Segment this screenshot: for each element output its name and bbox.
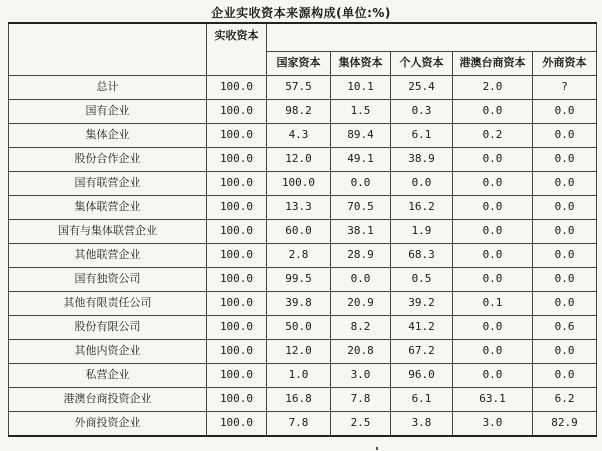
table-cell: 96.0 <box>391 363 453 387</box>
table-cell: 0.0 <box>533 267 597 291</box>
table-cell: 50.0 <box>267 315 331 339</box>
table-cell: 100.0 <box>267 171 331 195</box>
table-cell: 0.0 <box>453 99 533 123</box>
table-cell: 0.0 <box>453 315 533 339</box>
table-cell: 1.0 <box>267 363 331 387</box>
table-row <box>9 339 597 363</box>
table-cell: 41.2 <box>391 315 453 339</box>
row-label: 国有联营企业 <box>9 171 207 195</box>
row-label: 其他联营企业 <box>9 243 207 267</box>
table-cell: 0.3 <box>391 99 453 123</box>
row-label: 总计 <box>9 75 207 99</box>
table-cell: 100.0 <box>207 243 267 267</box>
header-col-0: 国家资本 <box>267 51 331 75</box>
table-cell: 57.5 <box>267 75 331 99</box>
table-row <box>9 75 597 99</box>
table-cell: 12.0 <box>267 147 331 171</box>
table-cell: 100.0 <box>207 195 267 219</box>
header-col-2: 个人资本 <box>391 51 453 75</box>
table-cell: 16.2 <box>391 195 453 219</box>
table-row <box>9 387 597 411</box>
table-cell: 0.0 <box>453 267 533 291</box>
table-cell: 0.2 <box>453 123 533 147</box>
table-cell: 0.0 <box>453 147 533 171</box>
table-cell: 38.1 <box>331 219 391 243</box>
row-label: 私营企业 <box>9 363 207 387</box>
table-row <box>9 291 597 315</box>
row-label: 港澳台商投资企业 <box>9 387 207 411</box>
row-label: 集体企业 <box>9 123 207 147</box>
table-cell: 99.5 <box>267 267 331 291</box>
table-row <box>9 171 597 195</box>
table-row <box>9 411 597 436</box>
table-cell: 28.9 <box>331 243 391 267</box>
table-cell: 0.0 <box>533 195 597 219</box>
table-cell: 100.0 <box>207 99 267 123</box>
table-cell: 100.0 <box>207 411 267 436</box>
table-cell: 8.2 <box>331 315 391 339</box>
table-cell: 100.0 <box>207 339 267 363</box>
table-cell: 0.0 <box>533 99 597 123</box>
table-cell: 100.0 <box>207 123 267 147</box>
table-cell: 2.5 <box>331 411 391 436</box>
table-cell: 7.8 <box>267 411 331 436</box>
table-row <box>9 195 597 219</box>
capital-composition-table <box>8 22 597 437</box>
table-row <box>9 363 597 387</box>
table-cell: 0.0 <box>453 243 533 267</box>
table-cell: 63.1 <box>453 387 533 411</box>
table-cell: 70.5 <box>331 195 391 219</box>
table-cell: 2.8 <box>267 243 331 267</box>
table-cell: 0.0 <box>453 363 533 387</box>
table-cell: 1.9 <box>391 219 453 243</box>
table-cell: 0.0 <box>533 123 597 147</box>
table-cell: 89.4 <box>331 123 391 147</box>
table-cell: 12.0 <box>267 339 331 363</box>
header-col-3: 港澳台商资本 <box>453 51 533 75</box>
table-cell: 4.3 <box>267 123 331 147</box>
table-cell: 0.0 <box>331 267 391 291</box>
table-cell: 0.0 <box>533 339 597 363</box>
table-cell: 6.1 <box>391 123 453 147</box>
table-cell: 0.0 <box>533 147 597 171</box>
table-cell: 39.2 <box>391 291 453 315</box>
table-row <box>9 123 597 147</box>
table-cell: 0.1 <box>453 291 533 315</box>
header-col-4: 外商资本 <box>533 51 597 75</box>
table-cell: 1.5 <box>331 99 391 123</box>
table-row <box>9 243 597 267</box>
table-cell: 100.0 <box>207 75 267 99</box>
table-cell: 10.1 <box>331 75 391 99</box>
row-label: 其他有限责任公司 <box>9 291 207 315</box>
table-cell: 60.0 <box>267 219 331 243</box>
table-cell: 98.2 <box>267 99 331 123</box>
header-col-1: 集体资本 <box>331 51 391 75</box>
row-label: 国有独资公司 <box>9 267 207 291</box>
table-row <box>9 267 597 291</box>
table-cell: 3.0 <box>453 411 533 436</box>
table-cell: 3.0 <box>331 363 391 387</box>
table-cell: 16.8 <box>267 387 331 411</box>
table-cell: 39.8 <box>267 291 331 315</box>
table-cell: 100.0 <box>207 363 267 387</box>
table-cell: 0.0 <box>453 171 533 195</box>
table-cell: 67.2 <box>391 339 453 363</box>
header-total: 实收资本 <box>207 23 267 75</box>
table-cell: 100.0 <box>207 315 267 339</box>
table-cell: 100.0 <box>207 387 267 411</box>
table-cell: 3.8 <box>391 411 453 436</box>
table-cell: 7.8 <box>331 387 391 411</box>
row-label: 股份合作企业 <box>9 147 207 171</box>
header-source-group <box>267 23 597 51</box>
row-label: 其他内资企业 <box>9 339 207 363</box>
table-cell: 100.0 <box>207 267 267 291</box>
table-row <box>9 219 597 243</box>
table-title: 企业实收资本来源构成(单位:%) <box>211 6 391 20</box>
table-cell: 6.2 <box>533 387 597 411</box>
table-row <box>9 147 597 171</box>
table-cell: ? <box>533 75 597 99</box>
table-cell: 49.1 <box>331 147 391 171</box>
table-cell: 100.0 <box>207 171 267 195</box>
scan-mark <box>376 447 378 450</box>
table-cell: 38.9 <box>391 147 453 171</box>
table-cell: 0.0 <box>453 195 533 219</box>
row-label: 国有与集体联营企业 <box>9 219 207 243</box>
table-cell: 20.9 <box>331 291 391 315</box>
table-cell: 13.3 <box>267 195 331 219</box>
table-cell: 2.0 <box>453 75 533 99</box>
table-row <box>9 315 597 339</box>
table-cell: 0.0 <box>331 171 391 195</box>
table-cell: 0.0 <box>453 339 533 363</box>
table-row <box>9 99 597 123</box>
row-label: 国有企业 <box>9 99 207 123</box>
table-cell: 0.0 <box>533 219 597 243</box>
table-cell: 100.0 <box>207 147 267 171</box>
row-label: 外商投资企业 <box>9 411 207 436</box>
table-cell: 100.0 <box>207 291 267 315</box>
table-cell: 82.9 <box>533 411 597 436</box>
row-label: 股份有限公司 <box>9 315 207 339</box>
table-cell: 0.0 <box>533 363 597 387</box>
table-cell: 0.0 <box>453 219 533 243</box>
table-cell: 25.4 <box>391 75 453 99</box>
table-cell: 0.0 <box>391 171 453 195</box>
table-cell: 0.6 <box>533 315 597 339</box>
table-cell: 20.8 <box>331 339 391 363</box>
row-label: 集体联营企业 <box>9 195 207 219</box>
table-cell: 6.1 <box>391 387 453 411</box>
table-cell: 68.3 <box>391 243 453 267</box>
table-cell: 100.0 <box>207 219 267 243</box>
table-cell: 0.0 <box>533 291 597 315</box>
table-cell: 0.0 <box>533 243 597 267</box>
table-cell: 0.5 <box>391 267 453 291</box>
stub-header <box>9 23 207 75</box>
table-cell: 0.0 <box>533 171 597 195</box>
